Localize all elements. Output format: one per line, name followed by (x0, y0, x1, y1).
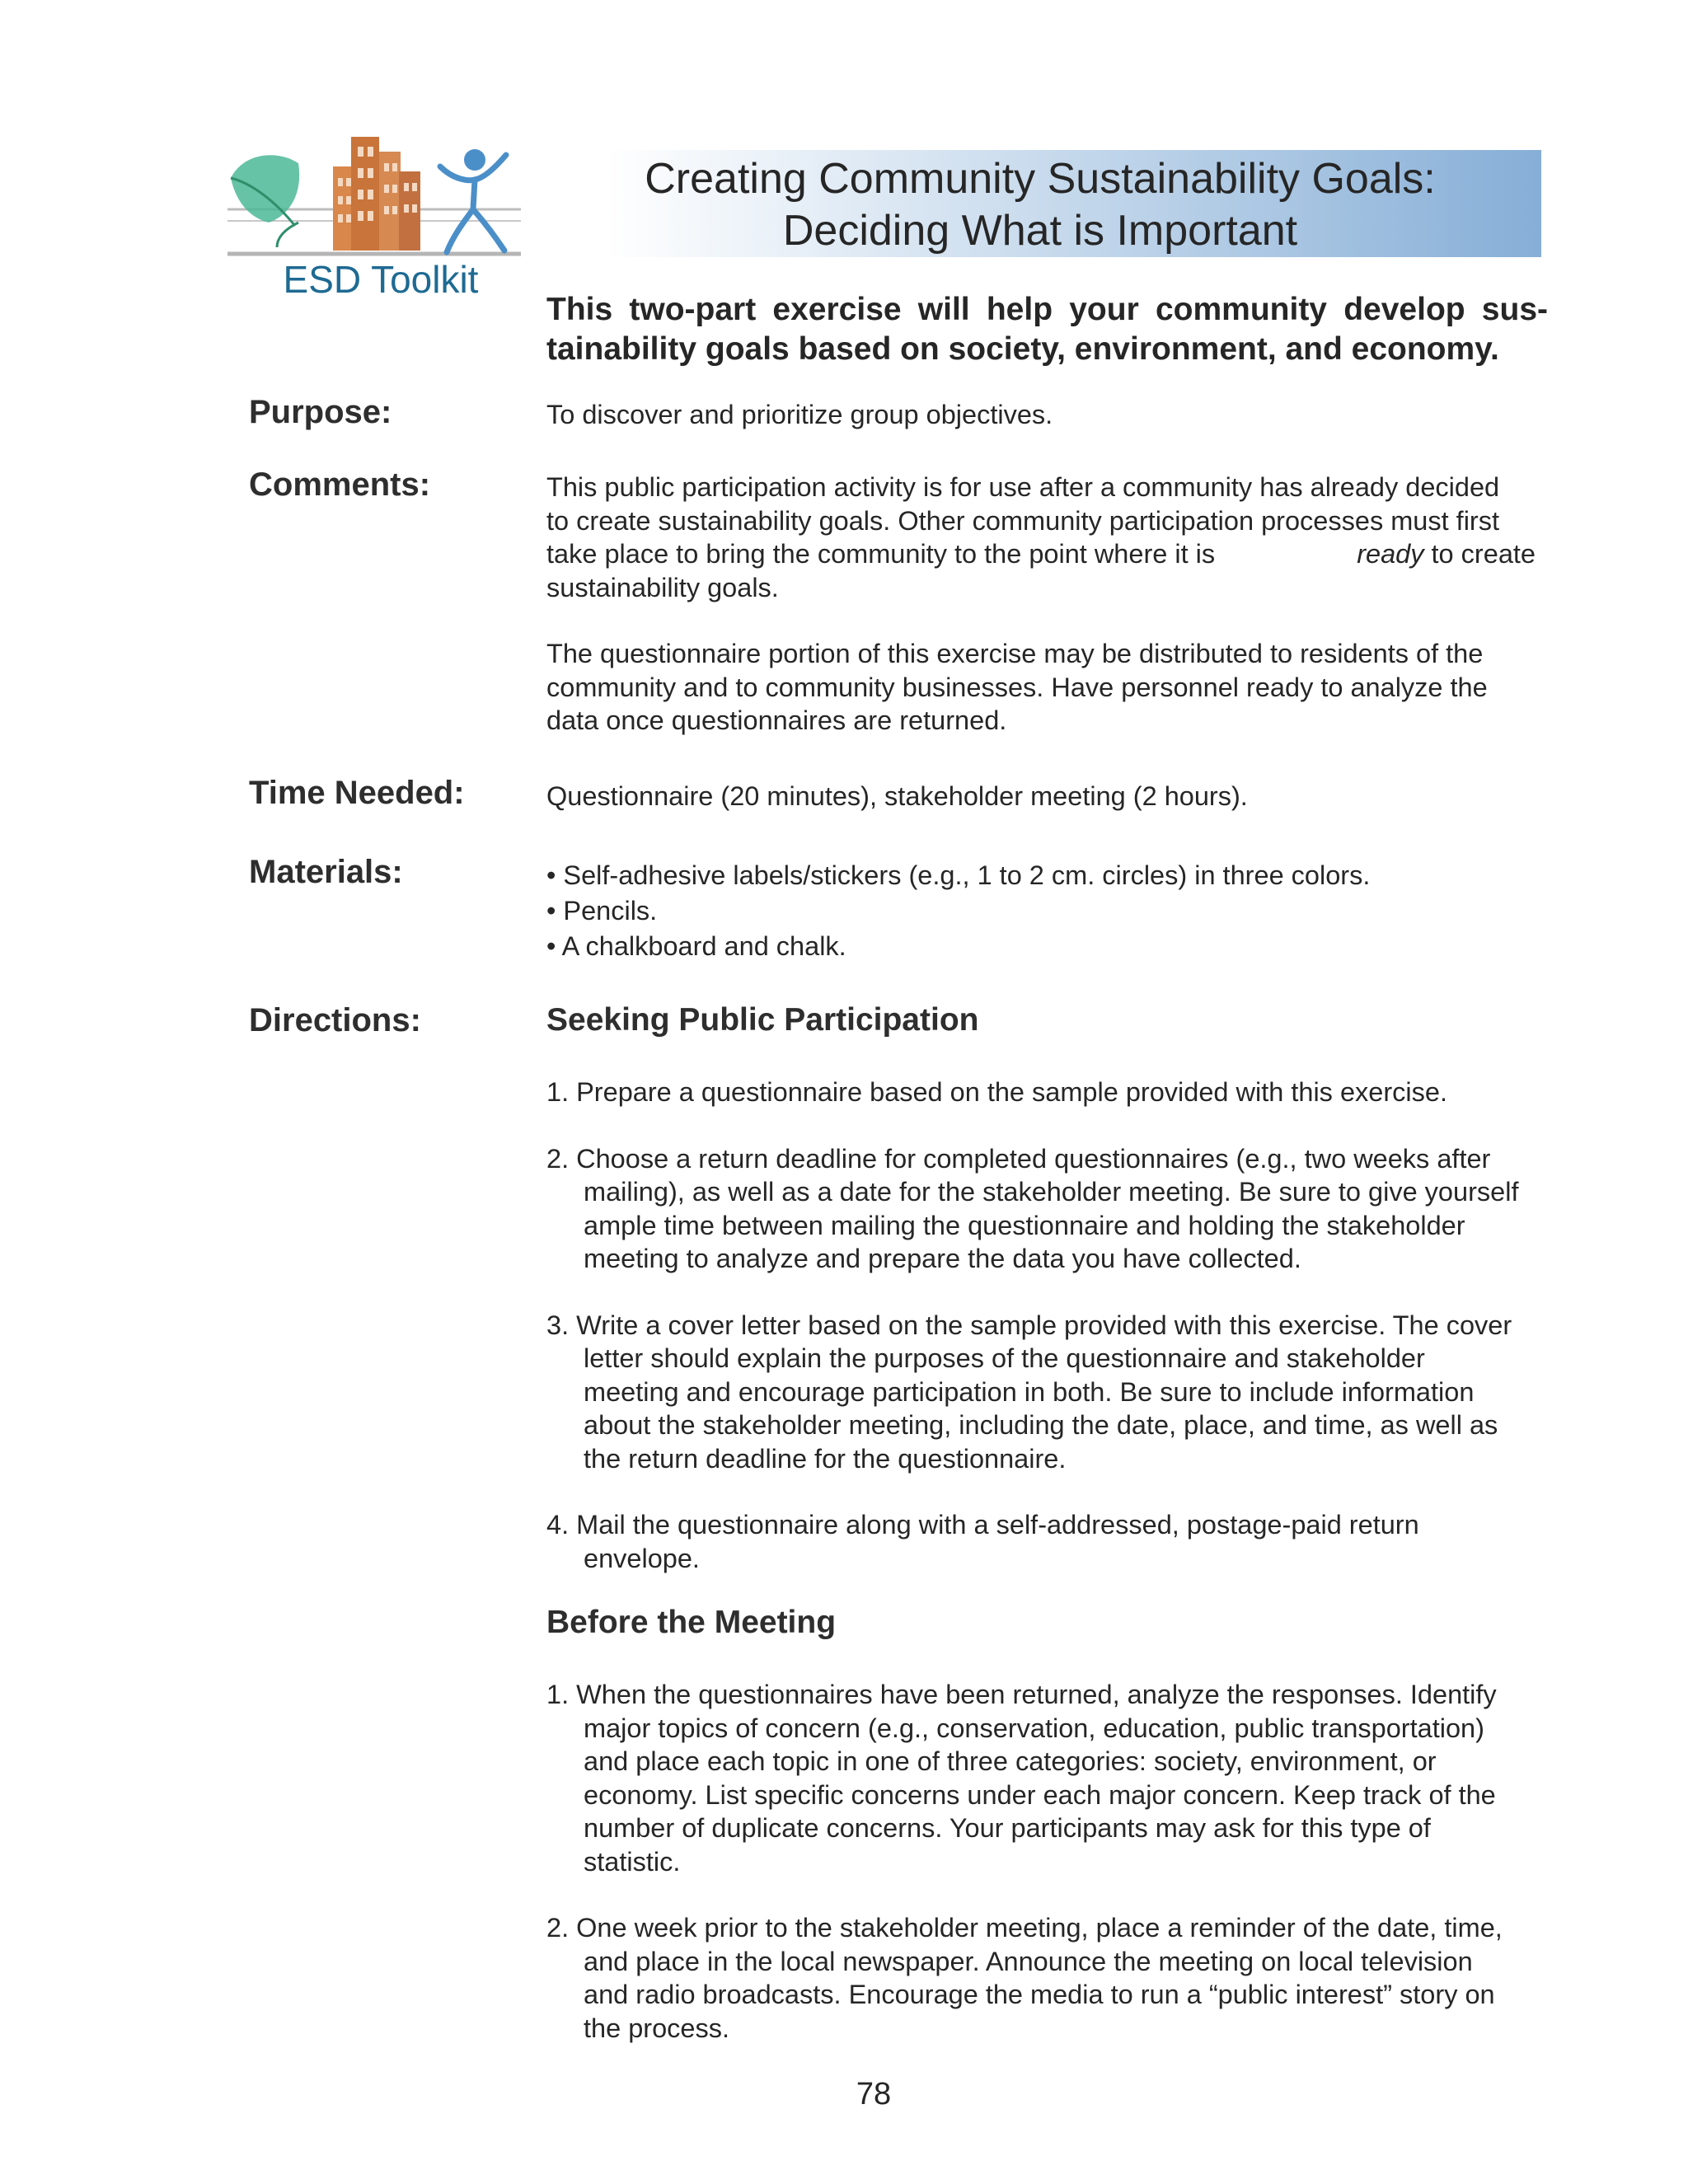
materials-list (546, 858, 1556, 964)
intro-line: tainability goals based on society, environment, and economy. (546, 331, 1499, 367)
section-heading: Before the Meeting (546, 1605, 837, 1640)
list-item: • A chalkboard and chalk. (546, 931, 846, 961)
comments-line: community and to community businesses. Have personnel ready to analyze the (546, 672, 1488, 702)
intro-text (546, 290, 1548, 369)
comments-line: The questionnaire portion of this exercise may be distributed to residents of the (546, 639, 1484, 668)
logo-text: ESD Toolkit (283, 258, 479, 301)
list-item: 2. One week prior to the stakeholder meeting, place a reminder of the date, time, and place in the local newspaper. Announce the meeting on local television and radio broadcasts. Encourage the media to run a “public interest” story on the process. (546, 1913, 1503, 2043)
buildings-icon (333, 137, 420, 251)
emphasis-word: ready (1357, 539, 1424, 569)
list-item: 1. Prepare a questionnaire based on the sample provided with this exercise. (546, 1077, 1448, 1107)
leaf-icon (231, 155, 299, 247)
list-item: 2. Choose a return deadline for completed questionnaires (e.g., two weeks after mailing), as well as a date for the stakeholder meeting. Be sure to give yourself ample time between mailing the questionnaire and holding the stakeholder meeting to analyze and prepare the data you have collected. (546, 1143, 1519, 1273)
directions-list (546, 1076, 1523, 1575)
list-item: 1. When the questionnaires have been returned, analyze the responses. Identify major topics of concern (e.g., conservation, education, public transportation) and place each topic in one of three categories: society, environment, or economy. List specific concerns under each major concern. Keep track of the number of duplicate concerns. Your participants may ask for this type of statistic. (546, 1680, 1497, 1877)
comments-line: sustainability goals. (546, 572, 779, 602)
esd-toolkit-logo (227, 130, 521, 269)
comments-line-part: take place to bring the community to the point where it is (546, 539, 1216, 569)
directions-label: Directions: (249, 1002, 421, 1038)
time-needed-label: Time Needed: (249, 775, 465, 811)
time-needed-text: Questionnaire (20 minutes), stakeholder meeting (2 hours). (546, 781, 1248, 811)
comments-label: Comments: (249, 466, 431, 503)
comments-line-part (1357, 537, 1536, 571)
comments-line: to create sustainability goals. Other community participation processes must first (546, 505, 1500, 536)
comments-line (546, 537, 1536, 571)
comments-line: data once questionnaires are returned. (546, 705, 1007, 735)
purpose-text: To discover and prioritize group objectives. (546, 400, 1053, 429)
comments-text (546, 471, 1556, 738)
intro-line: This two-part exercise will help your community develop sus- (546, 292, 1548, 327)
comments-line-part: to create (1431, 539, 1536, 569)
list-item: • Self-adhesive labels/stickers (e.g., 1 to 2 cm. circles) in three colors. (546, 860, 1371, 890)
directions-list (546, 1678, 1519, 2045)
materials-label: Materials: (249, 854, 403, 890)
page-title (546, 153, 1535, 257)
list-item: 4. Mail the questionnaire along with a self-addressed, postage-paid return envelope. (546, 1510, 1419, 1573)
person-icon (440, 149, 506, 252)
comments-line: This public participation activity is for use after a community has already decided (546, 472, 1500, 502)
list-item: • Pencils. (546, 896, 658, 926)
section-heading: Seeking Public Participation (546, 1002, 979, 1038)
purpose-label: Purpose: (249, 394, 392, 430)
page-number: 78 (856, 2077, 892, 2111)
list-item: 3. Write a cover letter based on the sample provided with this exercise. The cover letter should explain the purposes of the questionnaire and stakeholder meeting and encourage participation in both. Be sure to include information about the stakeholder meeting, including the date, place, and time, as well as the return deadline for the questionnaire. (546, 1310, 1512, 1474)
title-line: Deciding What is Important (782, 207, 1298, 255)
title-line: Creating Community Sustainability Goals: (645, 155, 1436, 203)
